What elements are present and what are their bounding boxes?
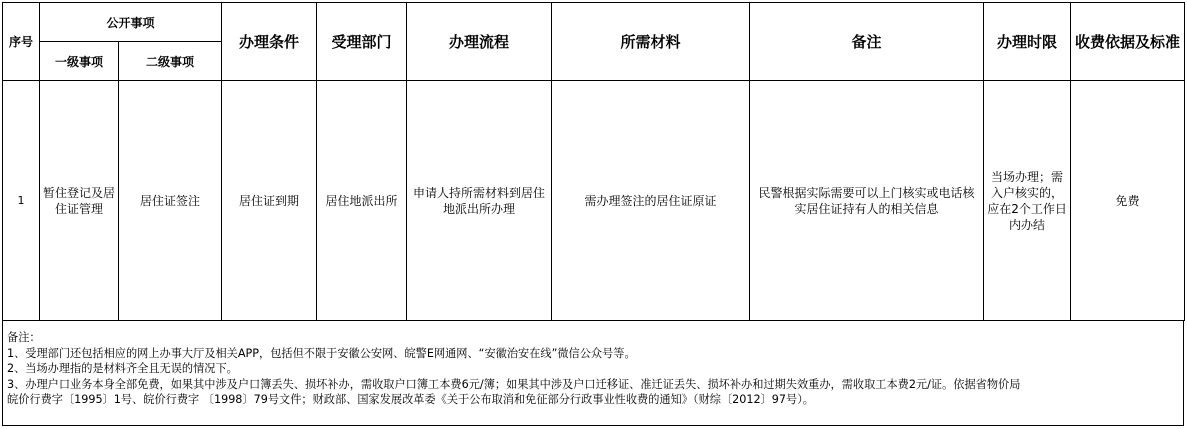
header-level1: 一级事项 <box>40 42 119 81</box>
header-time-limit: 办理时限 <box>984 3 1071 81</box>
cell-conditions: 居住证到期 <box>222 81 317 321</box>
cell-level2: 居住证签注 <box>119 81 222 321</box>
header-remarks: 备注 <box>750 3 984 81</box>
header-department: 受理部门 <box>317 3 407 81</box>
header-public-items: 公开事项 <box>40 3 222 42</box>
cell-process: 申请人持所需材料到居住地派出所办理 <box>407 81 552 321</box>
notes-title: 备注： <box>7 331 41 344</box>
header-conditions: 办理条件 <box>222 3 317 81</box>
cell-department: 居住地派出所 <box>317 81 407 321</box>
header-seq: 序号 <box>3 3 40 81</box>
header-fee-basis: 收费依据及标准 <box>1071 3 1185 81</box>
notes-line-4: 皖价行费字〔1995〕1号、皖价行费字 〔1998〕79号文件；财政部、国家发展改革委《关于公布取消和免征部分行政事业性收费的通知》（财综〔2012〕97号）。 <box>7 393 814 407</box>
notes-line-3: 3、办理户口业务本身全部免费，如果其中涉及户口簿丢失、损坏补办，需收取户口簿工本费6元/簿；如果其中涉及户口迁移证、准迁证丢失、损坏补办和过期失效重办，需收取工本费2元/证。依据省物价局 <box>7 377 1021 391</box>
header-materials: 所需材料 <box>552 3 750 81</box>
notes-section <box>2 320 1184 426</box>
header-process: 办理流程 <box>407 3 552 81</box>
cell-time-limit: 当场办理；需入户核实的，应在2个工作日内办结 <box>984 81 1071 321</box>
service-table <box>2 2 1185 321</box>
cell-fee-basis: 免费 <box>1071 81 1185 321</box>
header-level2: 二级事项 <box>119 42 222 81</box>
cell-materials: 需办理签注的居住证原证 <box>552 81 750 321</box>
notes-line-1: 1、受理部门还包括相应的网上办事大厅及相关APP，包括但不限于安徽公安网、皖警E网通网、“安徽治安在线”微信公众号等。 <box>7 346 636 360</box>
cell-seq: 1 <box>3 81 40 321</box>
table-row <box>3 81 1185 321</box>
cell-remarks: 民警根据实际需要可以上门核实或电话核实居住证持有人的相关信息 <box>750 81 984 321</box>
notes-line-2: 2、当场办理指的是材料齐全且无误的情况下。 <box>7 362 238 376</box>
cell-level1: 暂住登记及居住证管理 <box>40 81 119 321</box>
